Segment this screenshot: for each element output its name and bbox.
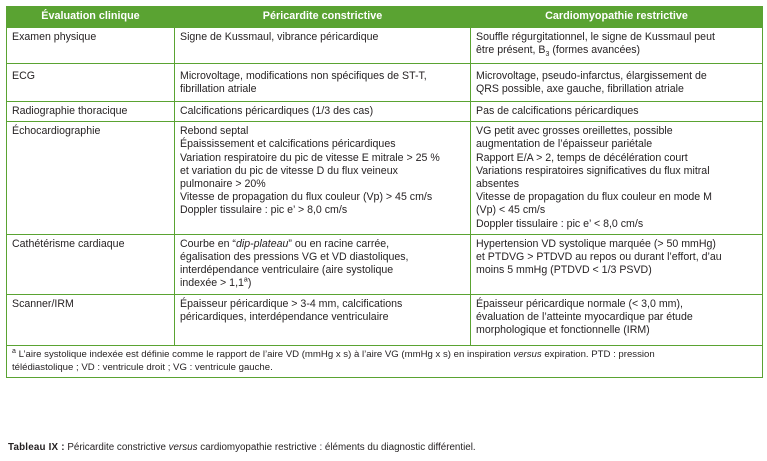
cell-line: (Vp) < 45 cm/s — [476, 204, 546, 217]
pericardite-cell — [175, 102, 471, 122]
pericardite-cell — [175, 64, 471, 102]
cell-line: Rebond septal — [180, 125, 249, 138]
cell-line: Doppler tissulaire : pic e’ > 8,0 cm/s — [180, 204, 348, 217]
cell-line: péricardiques, interdépendance ventriculaire — [180, 310, 389, 323]
row-label: Examen physique — [7, 28, 175, 64]
cell-text-italic: dip-plateau — [235, 237, 289, 250]
pericardite-cell — [175, 122, 471, 235]
cell-line: absentes — [476, 178, 519, 191]
row-label: Échocardiographie — [7, 122, 175, 235]
cell-line: Épaisseur péricardique > 3-4 mm, calcifications — [180, 297, 403, 310]
cardiomyopathie-cell — [471, 234, 763, 294]
table-row — [7, 28, 763, 64]
cell-line: Souffle régurgitationnel, le signe de Kussmaul peut — [476, 31, 715, 43]
cardiomyopathie-cell — [471, 294, 763, 346]
cell-text: (formes avancées) — [549, 44, 641, 57]
table-caption — [8, 442, 476, 453]
pericardite-cell — [175, 294, 471, 346]
pericardite-cell — [175, 234, 471, 294]
cell-line: moins 5 mmHg (PTDVD < 1/3 PSVD) — [476, 264, 652, 277]
header-pericardite: Péricardite constrictive — [175, 7, 471, 28]
table-footnote — [7, 346, 763, 378]
cell-line: égalisation des pressions VG et VD diastoliques, — [180, 251, 409, 264]
cell-line: pulmonaire > 20% — [180, 178, 266, 191]
header-evaluation: Évaluation clinique — [7, 7, 175, 28]
cell-line: Variations respiratoires significatives du flux mitral — [476, 164, 710, 177]
cell-line — [180, 238, 466, 251]
caption-text: cardiomyopathie restrictive : éléments du diagnostic différentiel. — [197, 442, 476, 453]
footnote-line: télédiastolique ; VD : ventricule droit ; VG : ventricule gauche. — [12, 361, 273, 373]
cell-line: et PTDVG > PTDVD au repos ou durant l’effort, d’au — [476, 251, 722, 264]
cell-line: interdépendance ventriculaire (aire systolique — [180, 264, 394, 277]
cell-line: Épaississement et calcifications péricardiques — [180, 138, 396, 151]
cell-line — [180, 277, 466, 290]
cell-line: VG petit avec grosses oreillettes, possible — [476, 125, 673, 138]
cell-line — [476, 44, 758, 57]
cell-line: fibrillation atriale — [180, 83, 257, 96]
cell-text: Courbe en “ — [180, 237, 236, 250]
row-label: Scanner/IRM — [7, 294, 175, 346]
cell-line: QRS possible, axe gauche, fibrillation atriale — [476, 83, 684, 96]
cell-line: Vitesse de propagation du flux couleur (Vp) > 45 cm/s — [180, 191, 433, 204]
table-header-row — [7, 7, 763, 28]
cell-text: ” ou en racine carrée, — [288, 237, 390, 250]
cell-line: Vitesse de propagation du flux couleur en mode M — [476, 191, 712, 204]
cell-line: et variation du pic de vitesse D du flux veineux — [180, 164, 398, 177]
caption-text: Péricardite constrictive — [64, 442, 169, 453]
cell-text: être présent, B — [476, 44, 546, 57]
cell-line: Microvoltage, modifications non spécifiques de ST-T, — [180, 70, 427, 82]
comparison-table — [6, 6, 763, 378]
pericardite-cell — [175, 28, 471, 64]
footnote-text: expiration. PTD : pression — [541, 349, 655, 361]
footnote-marker: a — [12, 348, 16, 356]
cardiomyopathie-cell — [471, 122, 763, 235]
footnote-row — [7, 346, 763, 378]
table-row — [7, 64, 763, 102]
row-label: Radiographie thoracique — [7, 102, 175, 122]
cell-text: indexée > 1,1 — [180, 277, 244, 290]
cell-line: Hypertension VD systolique marquée (> 50 mmHg) — [476, 237, 716, 250]
cell-line: Pas de calcifications péricardiques — [476, 105, 639, 117]
table-row — [7, 122, 763, 235]
header-cardiomyopathie: Cardiomyopathie restrictive — [471, 7, 763, 28]
table-row — [7, 234, 763, 294]
footnote-text: L’aire systolique indexée est définie comme le rapport de l’aire VD (mmHg x s) à l’aire VG (mmHg x s) en inspiration — [15, 349, 514, 361]
row-label: ECG — [7, 64, 175, 102]
table-row — [7, 102, 763, 122]
cell-line: augmentation de l’épaisseur pariétale — [476, 138, 653, 151]
cardiomyopathie-cell — [471, 64, 763, 102]
footnote-marker: a — [243, 276, 248, 284]
caption-text-italic: versus — [168, 442, 198, 453]
cell-text: ) — [247, 277, 252, 290]
cell-line: Microvoltage, pseudo-infarctus, élargissement de — [476, 70, 707, 82]
footnote-text-italic: versus — [513, 349, 542, 361]
cell-line: Rapport E/A > 2, temps de décélération court — [476, 151, 688, 164]
cell-line: Calcifications péricardiques (1/3 des cas) — [180, 105, 374, 117]
cell-line: évaluation de l’atteinte myocardique par étude — [476, 310, 693, 323]
cell-line: Variation respiratoire du pic de vitesse E mitrale > 25 % — [180, 151, 440, 164]
cardiomyopathie-cell — [471, 28, 763, 64]
subscript: 3 — [545, 51, 550, 59]
caption-label: Tableau IX : — [8, 442, 65, 453]
cell-line: Épaisseur péricardique normale (< 3,0 mm), — [476, 297, 683, 310]
cell-line: morphologique et fonctionnelle (IRM) — [476, 324, 650, 337]
cardiomyopathie-cell — [471, 102, 763, 122]
cell-line: Signe de Kussmaul, vibrance péricardique — [180, 31, 379, 43]
row-label: Cathétérisme cardiaque — [7, 234, 175, 294]
table-row — [7, 294, 763, 346]
cell-line: Doppler tissulaire : pic e’ < 8,0 cm/s — [476, 217, 644, 230]
footnote-line — [12, 349, 758, 361]
